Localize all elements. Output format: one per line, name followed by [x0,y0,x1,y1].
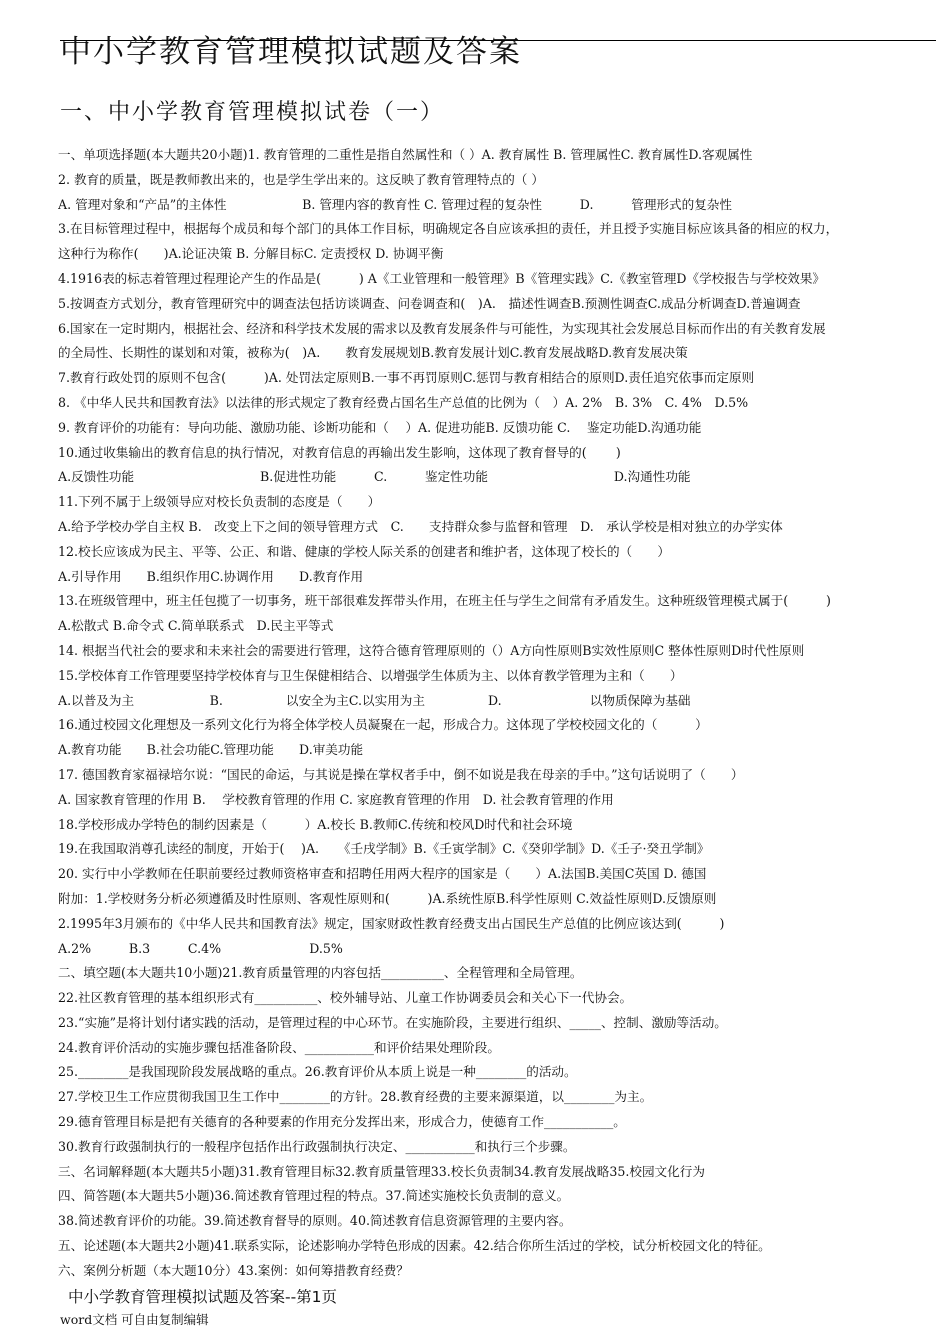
text-line: A.松散式 B.命令式 C.简单联系式 D.民主平等式 [58,618,334,634]
text-line: A. 国家教育管理的作用 B. 学校教育管理的作用 C. 家庭教育管理的作用 D. 社会教育管理的作用 [58,791,614,807]
text-line: A.给予学校办学自主权 B. 改变上下之间的领导管理方式 C. 支持群众参与监督和管理 D. 承认学校是相对独立的办学实体 [58,518,783,534]
text-line: 的全局性、长期性的谋划和对策，被称为( )A. 教育发展规划B.教育发展计划C.教育发展战略D.教育发展决策 [58,345,688,361]
text-line: 7.教育行政处罚的原则不包含( )A. 处罚法定原则B.一事不再罚原则C.惩罚与教育相结合的原则D.责任追究依事而定原则 [58,370,755,386]
text-line: A.引导作用 B.组织作用C.协调作用 D.教育作用 [58,568,364,584]
text-line: A.反馈性功能 B.促进性功能 C. 鉴定性功能 D.沟通性功能 [58,469,691,485]
text-line: 25.________是我国现阶段发展战略的重点。26.教育评价从本质上说是一种________的活动。 [58,1064,577,1080]
text-line: 9. 教育评价的功能有：导向功能、激励功能、诊断功能和（ ）A. 促进功能B. 反馈功能 C. 鉴定功能D.沟通功能 [58,419,702,435]
text-line: 29.德育管理目标是把有关德育的各种要素的作用充分发挥出来，形成合力，使德育工作___________。 [58,1114,626,1130]
text-line: 11.下列不属于上级领导应对校长负责制的态度是（ ） [58,494,381,510]
text-line: 16.通过校园文化理想及一系列文化行为将全体学校人员凝聚在一起，形成合力。这体现了学校校园文化的（ ） [58,717,708,733]
text-line: 10.通过收集输出的教育信息的执行情况，对教育信息的再输出发生影响，这体现了教育督导的( ) [58,444,621,460]
text-line: 24.教育评价活动的实施步骤包括准备阶段、___________和评价结果处理阶段。 [58,1039,500,1055]
text-line: 13.在班级管理中，班主任包揽了一切事务，班干部很难发挥带头作用，在班主任与学生之间常有矛盾发生。这种班级管理模式属于( ) [58,593,831,609]
section-heading: 一、中小学教育管理模拟试卷（一） [60,100,445,125]
document-title: 中小学教育管理模拟试题及答案 [60,34,522,70]
text-line: 19.在我国取消尊孔读经的制度，开始于( )A. 《壬戌学制》B.《壬寅学制》C.《癸卯学制》D.《壬子·癸丑学制》 [58,841,710,857]
text-line: 12.校长应该成为民主、平等、公正、和谐、健康的学校人际关系的创建者和维护者，这体现了校长的（ ） [58,543,670,559]
text-line: 5.按调查方式划分，教育管理研究中的调查法包括访谈调查、问卷调查和( )A. 描述性调查B.预测性调查C.成品分析调查D.普遍调查 [58,295,801,311]
page-footer-title: 中小学教育管理模拟试题及答案--第1页 [68,1288,338,1306]
text-line: A.教育功能 B.社会功能C.管理功能 D.审美功能 [58,742,364,758]
text-line: 27.学校卫生工作应贯彻我国卫生工作中________的方针。28.教育经费的主要来源渠道，以________为主。 [58,1089,653,1105]
page-footer-note: word文档 可自由复制编辑 [60,1312,209,1327]
text-line: 2.1995年3月颁布的《中华人民共和国教育法》规定，国家财政性教育经费支出占国民生产总值的比例应该达到( ) [58,915,725,931]
text-line: 这种行为称作( )A.论证决策 B. 分解目标C. 定责授权 D. 协调平衡 [58,246,444,262]
text-line: A.以普及为主 B. 以安全为主C.以实用为主 D. 以物质保障为基础 [58,692,691,708]
text-line: 14. 根据当代社会的要求和未来社会的需要进行管理，这符合德育管理原则的（）A方向性原则B实效性原则C 整体性原则D时代性原则 [58,642,805,658]
text-line: 17. 德国教育家福禄培尔说：“国民的命运，与其说是操在掌权者手中，倒不如说是我在母亲的手中。”这句话说明了（ ） [58,766,744,782]
text-line: 二、填空题(本大题共10小题)21.教育质量管理的内容包括__________、全程管理和全局管理。 [58,965,583,981]
text-line: 五、论述题(本大题共2小题)41.联系实际，论述影响办学特色形成的因素。42.结合你所生活过的学校，试分析校园文化的特征。 [58,1238,771,1254]
text-line: 一、单项选择题(本大题共20小题)1. 教育管理的二重性是指自然属性和（ ）A. 教育属性 B. 管理属性C. 教育属性D.客观属性 [58,147,753,162]
text-line: 附加：1.学校财务分析必须遵循及时性原则、客观性原则和( )A.系统性原B.科学性原则 C.效益性原则D.反馈原则 [58,890,717,906]
text-line: 三、名词解释题(本大题共5小题)31.教育管理目标32.教育质量管理33.校长负责制34.教育发展战略35.校园文化行为 [58,1163,705,1179]
text-line: 六、案例分析题（本大题10分）43.案例：如何筹措教育经费？ [58,1262,409,1278]
text-line: 8. 《中华人民共和国教育法》以法律的形式规定了教育经费占国名生产总值的比例为（ ）A. 2% B. 3% C. 4% D.5% [58,394,749,410]
text-line: A. 管理对象和“产品”的主体性 B. 管理内容的教育性 C. 管理过程的复杂性 D. 管理形式的复杂性 [58,196,732,212]
text-line: 23.“实施”是将计划付诸实践的活动，是管理过程的中心环节。在实施阶段，主要进行组织、_____、控制、激励等活动。 [58,1014,727,1030]
text-line: 18.学校形成办学特色的制约因素是（ ）A.校长 B.教师C.传统和校风D时代和社会环境 [58,816,573,832]
text-line: 38.简述教育评价的功能。39.简述教育督导的原则。40.简述教育信息资源管理的主要内容。 [58,1213,572,1229]
text-line: 3.在目标管理过程中，根据每个成员和每个部门的具体工作目标，明确规定各自应该承担的责任，并且授予实施目标应该具备的相应的权力， [58,221,839,237]
text-line: 15.学校体育工作管理要坚持学校体育与卫生保健相结合、以增强学生体质为主、以体育教学管理为主和（ ） [58,667,683,683]
text-line: 2. 教育的质量，既是教师教出来的，也是学生学出来的。这反映了教育管理特点的（ ） [58,171,544,187]
text-line: 6.国家在一定时期内，根据社会、经济和科学技术发展的需求以及教育发展条件与可能性，为实现其社会发展总目标而作出的有关教育发展 [58,320,826,336]
text-line: A.2% B.3 C.4% D.5% [58,940,343,956]
exam-body [58,143,943,1284]
text-line: 20. 实行中小学教师在任职前要经过教师资格审查和招聘任用两大程序的国家是（ ）A.法国B.美国C英国 D. 德国 [58,866,707,882]
text-line: 四、简答题(本大题共5小题)36.简述教育管理过程的特点。37.简述实施校长负责制的意义。 [58,1188,570,1204]
text-line: 4.1916表的标志着管理过程理论产生的作品是( ) A《工业管理和一般管理》B《管理实践》C.《教室管理D《学校报告与学校效果》 [58,270,826,286]
text-line: 22.社区教育管理的基本组织形式有__________、校外辅导站、儿童工作协调委员会和关心下一代协会。 [58,990,633,1006]
text-line: 30.教育行政强制执行的一般程序包括作出行政强制执行决定、___________和执行三个步骤。 [58,1138,576,1154]
